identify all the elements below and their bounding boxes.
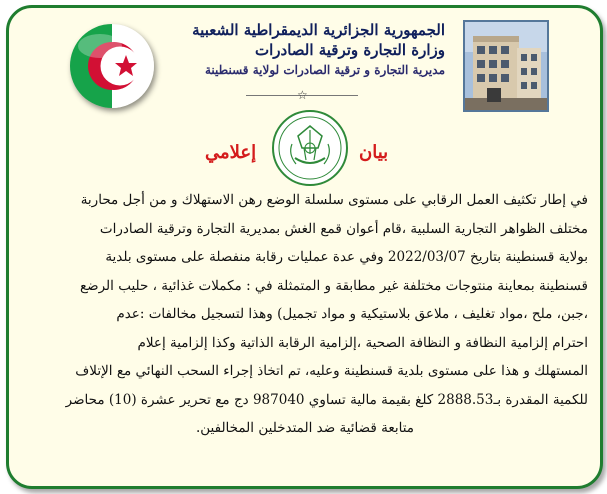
body-line: متابعة قضائية ضد المتدخلين المخالفين.: [195, 420, 415, 436]
directorate-name: مديرية التجارة و ترقية الصادرات لولاية قسنطينة: [204, 63, 445, 77]
announcement-body: [22, 186, 588, 443]
body-line: في إطار تكثيف العمل الرقابي على مستوى سلسلة الوضع رهن الاستهلاك و من أجل محاربة: [80, 192, 588, 208]
body-line: قسنطينة بمعاينة منتوجات مختلفة غير مطابقة و المتمثلة في : مكملات غذائية ، حليب الرضع: [79, 277, 588, 294]
ministry-building-photo: [463, 20, 549, 112]
star-icon: ☆: [297, 88, 308, 102]
body-line: احترام إلزامية النظافة و النظافة الصحية ،إلزامية الرقابة الذاتية وكذا إلزامية إعلام: [137, 334, 588, 351]
header-block: [165, 20, 445, 80]
body-line: للكمية المقدرة بـ2888.53 كلغ بقيمة مالية تساوي 987040 دج مع تحرير عشرة (10) محاضر: [65, 391, 588, 408]
republic-name: الجمهورية الجزائرية الديمقراطية الشعبية: [192, 21, 445, 39]
algeria-flag-icon: [70, 24, 154, 108]
title-word-informational: إعلامي: [205, 142, 257, 163]
algeria-emblem-icon: [270, 108, 350, 188]
body-line: ،جبن، ملح ،مواد تغليف ، ملاعق بلاستيكية و مواد تجميل) وهذا لتسجيل مخالفات :عدم: [116, 306, 588, 322]
body-line: مختلف الظواهر التجارية السلبية ،قام أعوان قمع الغش بمديرية التجارة وترقية الصادرات: [99, 220, 588, 237]
ministry-name: وزارة التجارة وترقية الصادرات: [254, 41, 445, 59]
title-word-statement: بيان: [359, 142, 389, 163]
body-line: المستهلك و هذا على مستوى بلدية قسنطينة وعليه، تم اتخاذ إجراء السحب النهائي مع الإتلاف: [75, 363, 588, 379]
body-line: بولاية قسنطينة بتاريخ 2022/03/07 وفي عدة عمليات رقابة منفصلة على مستوى بلدية: [105, 249, 588, 265]
